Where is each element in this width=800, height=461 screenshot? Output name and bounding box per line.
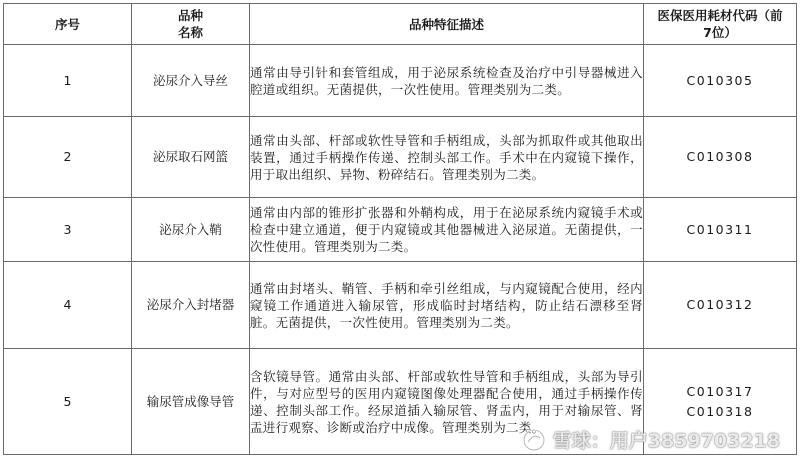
- table-row: [4, 198, 797, 262]
- header-code-line2: 7位）: [703, 25, 737, 40]
- row-name: 泌尿取石网篮: [132, 117, 250, 198]
- row-code-value: C010312: [686, 297, 754, 312]
- row-code: [644, 198, 797, 262]
- row-code-value: C010305: [686, 72, 754, 88]
- table-row: [4, 262, 797, 349]
- row-code-value: C010318: [686, 403, 754, 419]
- table-row: [4, 45, 797, 117]
- row-code: [644, 349, 797, 455]
- row-code: [644, 117, 797, 198]
- header-name-line2: 名称: [177, 25, 203, 40]
- row-code: [644, 45, 797, 117]
- row-name: 泌尿介入导丝: [132, 45, 250, 117]
- row-code: [644, 262, 797, 349]
- table-row: [4, 117, 797, 198]
- row-code-value: C010308: [686, 149, 754, 164]
- row-index: 5: [4, 349, 132, 455]
- row-code-value: C010311: [686, 221, 754, 237]
- row-desc: 通常由内部的锥形扩张器和外鞘构成，用于在泌尿系统内窥镜手术或检查中建立通道，便于内窥镜或其他器械进入泌尿道。无菌提供，一次性使用。管理类别为二类。: [250, 198, 644, 262]
- header-code-line1: 医保医用耗材代码（前: [657, 8, 783, 23]
- header-code: [644, 4, 797, 45]
- row-desc: 通常由导引针和套管组成，用于泌尿系统检查及治疗中引导器械进入腔道或组织。无菌提供，一次性使用。管理类别为二类。: [250, 45, 644, 117]
- row-desc: 通常由头部、杆部或软性导管和手柄组成，头部为抓取件或其他取出装置，通过手柄操作传递、控制头部工作。手术中在内窥镜下操作，用于取出组织、异物、粉碎结石。管理类别为二类。: [250, 117, 644, 198]
- table-row: [4, 349, 797, 455]
- row-index: 4: [4, 262, 132, 349]
- header-index: 序号: [4, 4, 132, 45]
- header-name-line1: 品种: [177, 8, 203, 23]
- product-spec-table: [3, 3, 797, 455]
- row-name: 泌尿介入封堵器: [132, 262, 250, 349]
- row-desc: 通常由封堵头、鞘管、手柄和牵引丝组成，与内窥镜配合使用，经内窥镜工作通道进入输尿管，形成临时封堵结构，防止结石漂移至肾脏。无菌提供，一次性使用。管理类别为二类。: [250, 262, 644, 349]
- header-desc: 品种特征描述: [250, 4, 644, 45]
- row-index: 1: [4, 45, 132, 117]
- row-code-value: C010317: [686, 383, 754, 399]
- row-name: 输尿管成像导管: [132, 349, 250, 455]
- header-row: [4, 4, 797, 45]
- header-name: [132, 4, 250, 45]
- watermark-text: 雪球：用户3859703218: [552, 430, 780, 452]
- row-index: 3: [4, 198, 132, 262]
- row-desc: 含软镜导管。通常由头部、杆部或软性导管和手柄组成，头部为导引件，与对应型号的医用内窥镜图像处理器配合使用，通过手柄操作传递、控制头部工作。经尿道插入输尿管、肾盂内，用于对输尿管、肾盂进行观察、诊断或治疗中成像。管理类别为二类。: [250, 349, 644, 455]
- row-index: 2: [4, 117, 132, 198]
- row-name: 泌尿介入鞘: [132, 198, 250, 262]
